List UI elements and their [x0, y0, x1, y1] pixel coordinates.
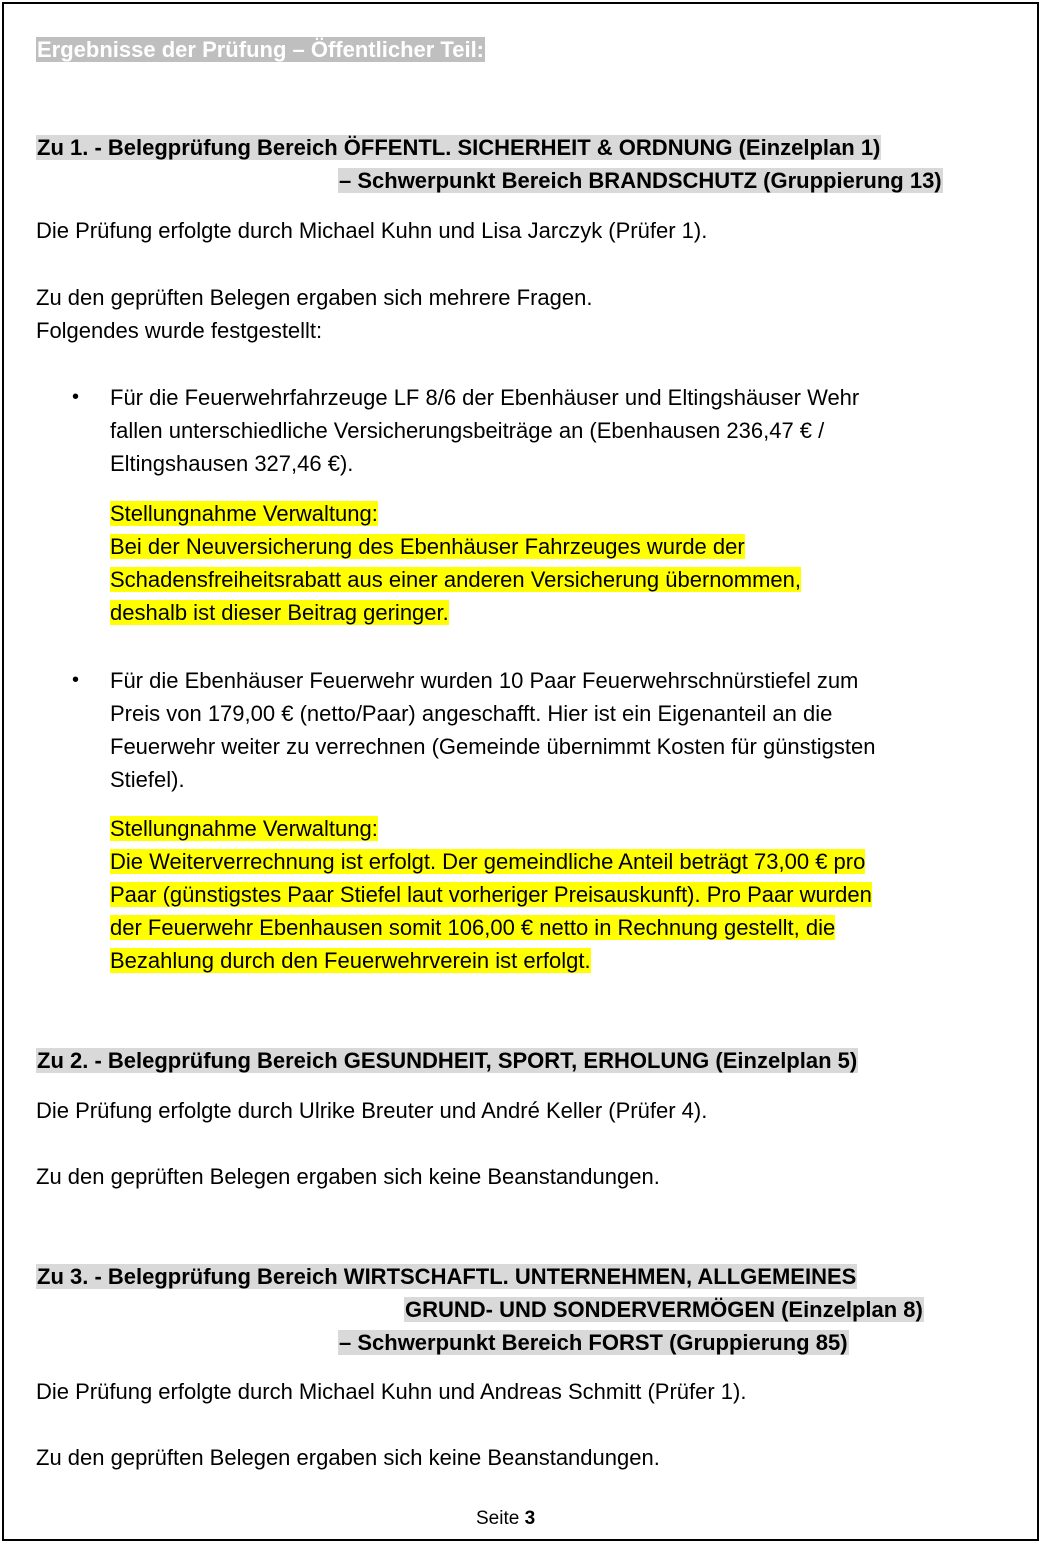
bullet-1: •	[72, 386, 80, 408]
item-1-line-3: Eltingshausen 327,46 €).	[110, 451, 354, 476]
item-1-response-line-3: deshalb ist dieser Beitrag geringer.	[110, 600, 449, 625]
item-2-response-label: Stellungnahme Verwaltung:	[110, 816, 378, 841]
item-1-response-label: Stellungnahme Verwaltung:	[110, 501, 378, 526]
section-1-intro-2: Folgendes wurde festgestellt:	[36, 318, 323, 343]
item-2-response-line-1: Die Weiterverrechnung ist erfolgt. Der gemeindliche Anteil beträgt 73,00 € pro	[110, 849, 866, 874]
item-2-response-line-3: der Feuerwehr Ebenhausen somit 106,00 € netto in Rechnung gestellt, die	[110, 915, 836, 940]
section-3-result: Zu den geprüften Belegen ergaben sich keine Beanstandungen.	[36, 1445, 660, 1470]
section-1-heading-line-2: – Schwerpunkt Bereich BRANDSCHUTZ (Gruppierung 13)	[339, 168, 942, 193]
item-1-response-line-1: Bei der Neuversicherung des Ebenhäuser Fahrzeuges wurde der	[110, 534, 745, 559]
item-2-line-2: Preis von 179,00 € (netto/Paar) angeschafft. Hier ist ein Eigenanteil an die	[110, 701, 833, 726]
page-title: Ergebnisse der Prüfung – Öffentlicher Teil:	[37, 37, 485, 62]
section-2-result: Zu den geprüften Belegen ergaben sich keine Beanstandungen.	[36, 1164, 660, 1189]
section-1-heading-line-1: Zu 1. - Belegprüfung Bereich ÖFFENTL. SICHERHEIT & ORDNUNG (Einzelplan 1)	[37, 135, 881, 160]
page-footer	[476, 1508, 535, 1530]
bullet-2: •	[72, 669, 80, 691]
item-1-line-1: Für die Feuerwehrfahrzeuge LF 8/6 der Ebenhäuser und Eltingshäuser Wehr	[110, 385, 860, 410]
page-number: 3	[524, 1508, 536, 1529]
item-2-line-4: Stiefel).	[110, 767, 185, 792]
item-2-response-line-2: Paar (günstigstes Paar Stiefel laut vorheriger Preisauskunft). Pro Paar wurden	[110, 882, 872, 907]
item-1-response-line-2: Schadensfreiheitsrabatt aus einer anderen Versicherung übernommen,	[110, 567, 801, 592]
section-2-heading: Zu 2. - Belegprüfung Bereich GESUNDHEIT, SPORT, ERHOLUNG (Einzelplan 5)	[37, 1048, 858, 1073]
section-2-examiners: Die Prüfung erfolgte durch Ulrike Breuter und André Keller (Prüfer 4).	[36, 1098, 708, 1123]
item-2-line-3: Feuerwehr weiter zu verrechnen (Gemeinde übernimmt Kosten für günstigsten	[110, 734, 876, 759]
section-3-heading-line-1: Zu 3. - Belegprüfung Bereich WIRTSCHAFTL. UNTERNEHMEN, ALLGEMEINES	[37, 1264, 857, 1289]
section-3-heading-line-3: – Schwerpunkt Bereich FORST (Gruppierung 85)	[339, 1330, 848, 1355]
document-page	[2, 2, 1039, 1541]
page-header	[36, 37, 485, 63]
section-1-intro: Zu den geprüften Belegen ergaben sich mehrere Fragen.	[36, 285, 593, 310]
item-2-response-line-4: Bezahlung durch den Feuerwehrverein ist erfolgt.	[110, 948, 591, 973]
section-3-heading-line-2: GRUND- UND SONDERVERMÖGEN (Einzelplan 8)	[405, 1297, 923, 1322]
item-1-line-2: fallen unterschiedliche Versicherungsbeiträge an (Ebenhausen 236,47 € /	[110, 418, 825, 443]
section-1-examiners: Die Prüfung erfolgte durch Michael Kuhn und Lisa Jarczyk (Prüfer 1).	[36, 218, 708, 243]
section-3-examiners: Die Prüfung erfolgte durch Michael Kuhn und Andreas Schmitt (Prüfer 1).	[36, 1379, 747, 1404]
page-label: Seite	[476, 1508, 520, 1529]
item-2-line-1: Für die Ebenhäuser Feuerwehr wurden 10 Paar Feuerwehrschnürstiefel zum	[110, 668, 859, 693]
